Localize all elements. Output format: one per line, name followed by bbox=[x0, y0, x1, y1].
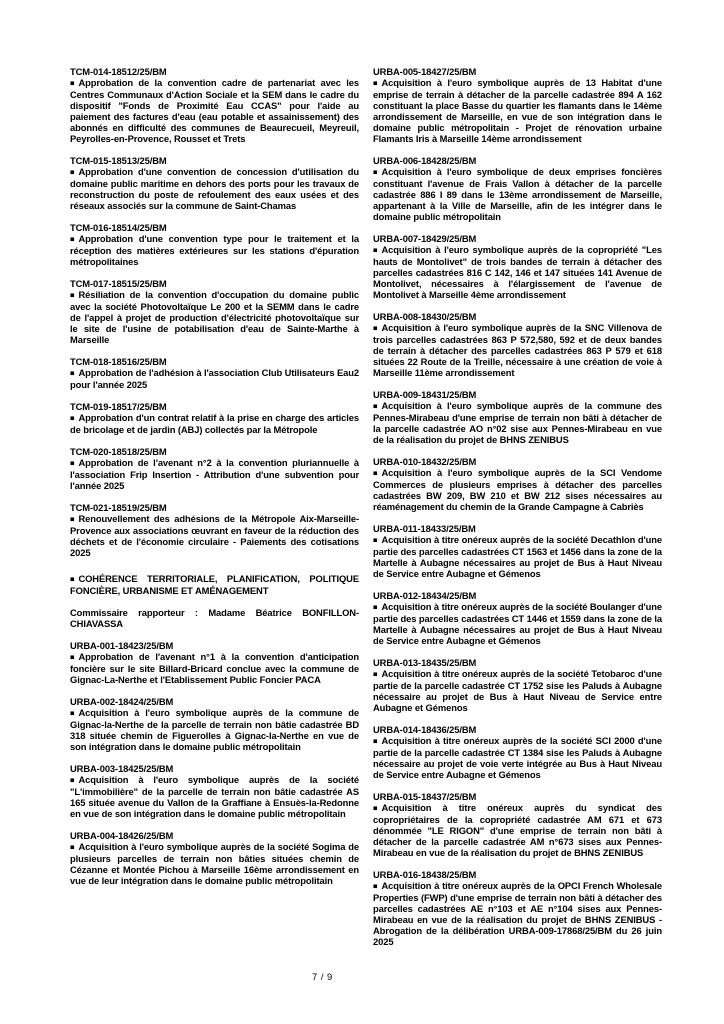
deliberation-description: Acquisition à l'euro symbolique de deux emprises foncières constituant l'avenue de Frais Vallon à détacher de la parcelle cadastrée 886 I 89 dans le 13ème arrondissement de Marseille, appartenant à la Ville de Marseille, afin de les intégrer dans le domaine public métropolitain bbox=[373, 166, 662, 222]
deliberation-code: TCM-015-18513/25/BM bbox=[70, 155, 167, 166]
deliberation-text bbox=[70, 289, 359, 345]
square-bullet-icon: ■ bbox=[373, 602, 378, 612]
deliberation-code: URBA-015-18437/25/BM bbox=[373, 791, 477, 802]
deliberation-code: URBA-016-18438/25/BM bbox=[373, 869, 477, 880]
deliberation-description: Acquisition à l'euro symbolique auprès de la société "L'immobilière" de la parcelle de terrain non bâtie cadastrée AS 165 située avenue du Vallon de la Graffiane à Ensuès-la-Redonne en vue de son intégration dans le domaine public métropolitain bbox=[70, 774, 359, 819]
square-bullet-icon: ■ bbox=[373, 535, 378, 545]
deliberation-text bbox=[373, 166, 662, 222]
deliberation-description: Approbation d'une convention type pour le traitement et la réception des matières extérieures sur les stations d'épuration métropolitaines bbox=[70, 233, 359, 267]
square-bullet-icon: ■ bbox=[70, 78, 75, 88]
deliberation-code: TCM-014-18512/25/BM bbox=[70, 66, 167, 77]
section-heading bbox=[70, 573, 359, 596]
square-bullet-icon: ■ bbox=[70, 574, 75, 584]
deliberation-code: URBA-007-18429/25/BM bbox=[373, 233, 477, 244]
deliberation-item bbox=[70, 401, 359, 435]
deliberation-item bbox=[70, 278, 359, 345]
deliberation-item bbox=[70, 356, 359, 390]
deliberation-item bbox=[373, 155, 662, 222]
square-bullet-icon: ■ bbox=[70, 775, 75, 785]
deliberation-code: TCM-017-18515/25/BM bbox=[70, 278, 167, 289]
square-bullet-icon: ■ bbox=[373, 468, 378, 478]
deliberation-item bbox=[70, 446, 359, 491]
square-bullet-icon: ■ bbox=[373, 245, 378, 255]
square-bullet-icon: ■ bbox=[373, 736, 378, 746]
deliberation-code: URBA-012-18434/25/BM bbox=[373, 590, 477, 601]
deliberation-description: Approbation de l'avenant n°2 à la convention pluriannuelle à l'association Frip Insertion - Attribution d'une subvention pour l'année 2025 bbox=[70, 457, 359, 491]
deliberation-description: Acquisition à titre onéreux auprès de la société Decathlon d'une partie des parcelles cadastrées CT 1563 et 1456 dans la zone de la Martelle à Aubagne nécessaires au projet de Bus à Haut Niveau de Service entre Aubagne et Gémenos bbox=[373, 534, 662, 579]
deliberation-description: Acquisition à titre onéreux auprès de la société SCI 2000 d'une partie de la parcelle cadastrée CT 1384 sise les Paluds à Aubagne nécessaire au projet de voie verte intégrée au Bus à Haut Niveau de Service entre Aubagne et Gémenos bbox=[373, 735, 662, 780]
deliberation-description: Approbation de l'avenant n°1 à la convention d'anticipation foncière sur le site Billard-Bricard conclue avec la commune de Gignac-La-Nerthe et l'Etablissement Public Foncier PACA bbox=[70, 651, 359, 685]
deliberation-code: TCM-016-18514/25/BM bbox=[70, 222, 167, 233]
deliberation-code: URBA-001-18423/25/BM bbox=[70, 640, 174, 651]
deliberation-text bbox=[373, 668, 662, 713]
deliberation-description: Acquisition à l'euro symbolique auprès de 13 Habitat d'une emprise de terrain à détacher de la parcelle cadastrée 894 A 162 constituant la place Basse du quartier les flamants dans le 14ème arrondissement de Marseille, en vue de son intégration dans le domaine public métropolitain - Projet de rénovation urbaine Flamants Iris à Marseille 14ème arrondissement bbox=[373, 77, 662, 144]
square-bullet-icon: ■ bbox=[70, 458, 75, 468]
deliberation-item bbox=[70, 155, 359, 211]
square-bullet-icon: ■ bbox=[373, 803, 378, 813]
deliberation-item bbox=[373, 233, 662, 300]
deliberation-item bbox=[373, 791, 662, 858]
deliberation-text bbox=[70, 166, 359, 211]
deliberation-item bbox=[373, 523, 662, 579]
deliberation-item bbox=[70, 763, 359, 819]
deliberation-code: URBA-013-18435/25/BM bbox=[373, 657, 477, 668]
section-heading-text: COHÉRENCE TERRITORIALE, PLANIFICATION, POLITIQUE FONCIÈRE, URBANISME ET AMÉNAGEMENT bbox=[70, 573, 359, 596]
deliberation-text bbox=[70, 457, 359, 491]
deliberation-code: URBA-011-18433/25/BM bbox=[373, 523, 476, 534]
deliberation-code: URBA-008-18430/25/BM bbox=[373, 311, 477, 322]
deliberation-text bbox=[70, 841, 359, 886]
deliberation-text bbox=[70, 513, 359, 558]
deliberation-text bbox=[373, 802, 662, 858]
deliberation-item bbox=[373, 311, 662, 378]
square-bullet-icon: ■ bbox=[70, 368, 75, 378]
deliberation-item bbox=[373, 724, 662, 780]
deliberation-code: URBA-005-18427/25/BM bbox=[373, 66, 477, 77]
square-bullet-icon: ■ bbox=[70, 234, 75, 244]
square-bullet-icon: ■ bbox=[70, 514, 75, 524]
square-bullet-icon: ■ bbox=[70, 708, 75, 718]
square-bullet-icon: ■ bbox=[373, 323, 378, 333]
deliberation-text bbox=[373, 880, 662, 947]
deliberation-code: TCM-019-18517/25/BM bbox=[70, 401, 167, 412]
deliberation-description: Résiliation de la convention d'occupation du domaine public avec la société Photovoltaïque Le 200 et la SEMM dans le cadre de l'appel à projet de production d'électricité photovoltaïque sur le site de l'usine de potabilisation d'eau de Sainte-Marthe à Marseille bbox=[70, 289, 359, 345]
deliberation-description: Acquisition à l'euro symbolique auprès de la commune des Pennes-Mirabeau d'une emprise de terrain non bâti à détacher de la parcelle cadastrée AO n°02 sise aux Pennes-Mirabeau en vue de la réalisation du projet de BHNS ZENIBUS bbox=[373, 400, 662, 445]
deliberation-code: URBA-004-18426/25/BM bbox=[70, 830, 174, 841]
deliberation-description: Approbation d'un contrat relatif à la prise en charge des articles de bricolage et de jardin (ABJ) collectés par la Métropole bbox=[70, 412, 359, 435]
deliberation-code: URBA-006-18428/25/BM bbox=[373, 155, 477, 166]
deliberation-text bbox=[70, 412, 359, 435]
deliberation-description: Acquisition à titre onéreux auprès de la société Tetobaroc d'une partie de la parcelle cadastrée CT 1752 sise les Paluds à Aubagne nécessaire au projet de Bus à Haut Niveau de Service entre Aubagne et Gémenos bbox=[373, 668, 662, 713]
deliberation-item bbox=[373, 657, 662, 713]
deliberation-code: TCM-021-18519/25/BM bbox=[70, 502, 167, 513]
deliberation-description: Acquisition à titre onéreux auprès de la OPCI French Wholesale Properties (FWP) d'une emprise de terrain non bâti à détacher des parcelles cadastrées AE n°103 et AE n°104 sises aux Pennes-Mirabeau en vue de la réalisation du projet de BHNS ZENIBUS - Abrogation de la délibération URBA-009-17868/25/BM du 26 juin 2025 bbox=[373, 880, 662, 947]
deliberation-description: Acquisition à titre onéreux auprès de la société Boulanger d'une partie des parcelles cadastrées CT 1446 et 1559 dans la zone de la Martelle à Aubagne nécessaires au projet de Bus à Haut Niveau de Service entre Aubagne et Gémenos bbox=[373, 601, 662, 646]
square-bullet-icon: ■ bbox=[70, 652, 75, 662]
square-bullet-icon: ■ bbox=[373, 401, 378, 411]
square-bullet-icon: ■ bbox=[70, 167, 75, 177]
square-bullet-icon: ■ bbox=[70, 290, 75, 300]
deliberation-item bbox=[70, 66, 359, 144]
square-bullet-icon: ■ bbox=[373, 78, 378, 88]
page-content bbox=[70, 66, 662, 958]
deliberation-code: URBA-002-18424/25/BM bbox=[70, 696, 174, 707]
square-bullet-icon: ■ bbox=[70, 413, 75, 423]
square-bullet-icon: ■ bbox=[373, 669, 378, 679]
deliberation-text bbox=[70, 233, 359, 267]
deliberation-code: URBA-003-18425/25/BM bbox=[70, 763, 174, 774]
deliberation-code: TCM-020-18518/25/BM bbox=[70, 446, 167, 457]
square-bullet-icon: ■ bbox=[373, 881, 378, 891]
deliberation-item bbox=[373, 389, 662, 445]
deliberation-description: Acquisition à l'euro symbolique auprès de la SNC Villenova de trois parcelles cadastrées 863 P 572,580, 592 et de deux bandes de terrain à détacher des parcelles cadastrées 863 P 579 et 618 situées 22 Route de la Treille, nécessaire à une création de voie à Marseille 11ème arrondissement bbox=[373, 322, 662, 378]
deliberation-item bbox=[373, 66, 662, 144]
deliberation-description: Acquisition à l'euro symbolique auprès de la société Sogima de plusieurs parcelles de terrain non bâties situées chemin de Cézanne et Montée Pichou à Marseille 16ème arrondissement en vue de leur intégration dans le domaine public métropolitain bbox=[70, 841, 359, 886]
deliberation-description: Acquisition à l'euro symbolique auprès de la SCI Vendome Commerces de plusieurs emprises à détacher des parcelles cadastrées BW 209, BW 210 et BW 212 sises nécessaires au réaménagement du chemin de la Grande Campagne à Cabriès bbox=[373, 467, 662, 512]
deliberation-item bbox=[70, 222, 359, 267]
square-bullet-icon: ■ bbox=[70, 842, 75, 852]
rapporteur-text: Commissaire rapporteur : Madame Béatrice BONFILLON-CHIAVASSA bbox=[70, 607, 359, 629]
deliberation-text bbox=[373, 244, 662, 300]
deliberation-description: Approbation de la convention cadre de partenariat avec les Centres Communaux d'Action Sociale et la SEM dans le cadre du dispositif "Fonds de Proximité Eau CCAS" pour l'aide au paiement des factures d'eau (eau potable et assainissement) des abonnés en difficulté des communes de Beaurecueil, Meyreuil, Peyrolles-en-Provence, Rousset et Trets bbox=[70, 77, 359, 144]
deliberation-text bbox=[373, 400, 662, 445]
deliberation-text bbox=[70, 651, 359, 685]
page-number: 7 / 9 bbox=[312, 971, 333, 982]
deliberation-item bbox=[373, 869, 662, 947]
deliberation-description: Renouvellement des adhésions de la Métropole Aix-Marseille-Provence aux associations œuvrant en faveur de la réduction des déchets et de l'économie circulaire - Paiements des cotisations 2025 bbox=[70, 513, 359, 558]
square-bullet-icon: ■ bbox=[373, 167, 378, 177]
deliberation-description: Acquisition à l'euro symbolique auprès de la copropriété "Les hauts de Montolivet" de trois bandes de terrain à détacher des parcelles cadastrées 816 C 142, 146 et 147 situées 141 Avenue de Montolivet, nécessaires à l'élargissement de l'avenue de Montolivet à Marseille 4ème arrondissement bbox=[373, 244, 662, 300]
deliberation-text bbox=[373, 735, 662, 780]
deliberation-text bbox=[70, 774, 359, 819]
deliberation-item bbox=[70, 502, 359, 558]
column-right bbox=[373, 66, 662, 958]
deliberation-code: TCM-018-18516/25/BM bbox=[70, 356, 167, 367]
deliberation-text bbox=[373, 322, 662, 378]
deliberation-description: Acquisition à l'euro symbolique auprès de la commune de Gignac-la-Nerthe de la parcelle de terrain non bâtie cadastrée BD 318 située chemin de Figuerolles à Gignac-la-Nerthe en vue de son intégration dans le domaine public métropolitain bbox=[70, 707, 359, 752]
deliberation-description: Approbation de l'adhésion à l'association Club Utilisateurs Eau2 pour l'année 2025 bbox=[70, 367, 359, 390]
deliberation-text bbox=[373, 77, 662, 144]
column-left bbox=[70, 66, 359, 958]
deliberation-text bbox=[70, 707, 359, 752]
deliberation-description: Acquisition à titre onéreux auprès du syndicat des copropriétaires de la copropriété cadastrée AM 671 et 673 dénommée "LE RIGON" d'une emprise de terrain non bâti à détacher de la parcelle cadastrée AM n°673 sises aux Pennes-Mirabeau en vue de la réalisation du projet de BHNS ZENIBUS bbox=[373, 802, 662, 858]
deliberation-item bbox=[70, 696, 359, 752]
deliberation-code: URBA-014-18436/25/BM bbox=[373, 724, 477, 735]
deliberation-item bbox=[70, 830, 359, 886]
deliberation-text bbox=[70, 77, 359, 144]
rapporteur-line bbox=[70, 607, 359, 629]
deliberation-item bbox=[373, 590, 662, 646]
deliberation-item bbox=[373, 456, 662, 512]
deliberation-text bbox=[373, 601, 662, 646]
deliberation-text bbox=[373, 534, 662, 579]
deliberation-text bbox=[70, 367, 359, 390]
deliberation-description: Approbation d'une convention de concession d'utilisation du domaine public maritime en dehors des ports pour les travaux de reconstruction du poste de refoulement des eaux usées et des réseaux associés sur la commune de Saint-Chamas bbox=[70, 166, 359, 211]
deliberation-code: URBA-010-18432/25/BM bbox=[373, 456, 477, 467]
deliberation-item bbox=[70, 640, 359, 685]
deliberation-text bbox=[373, 467, 662, 512]
deliberation-code: URBA-009-18431/25/BM bbox=[373, 389, 477, 400]
